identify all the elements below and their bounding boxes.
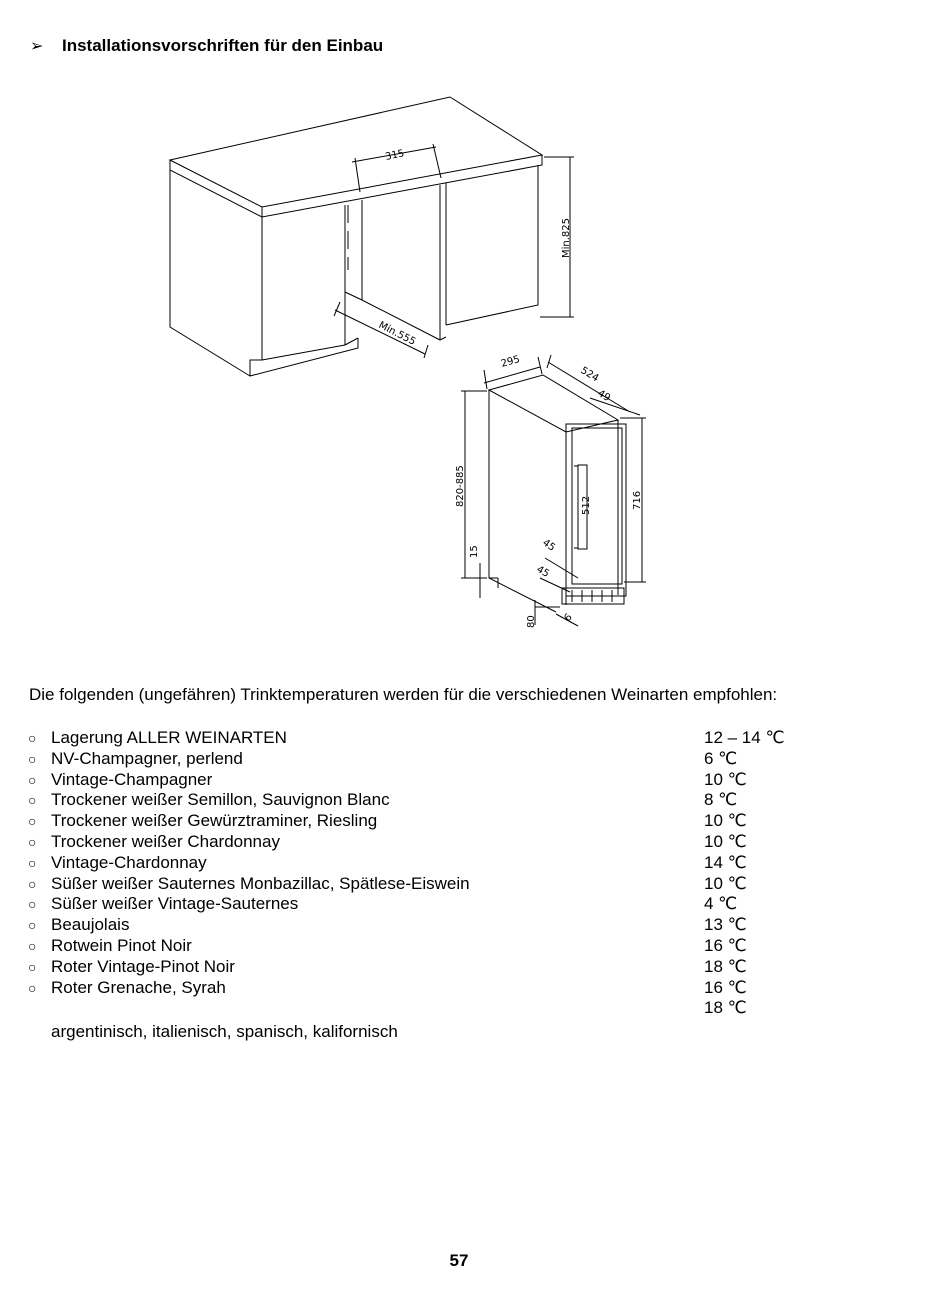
- circle-bullet-icon: ○: [28, 937, 37, 954]
- dim-15: 15: [469, 545, 480, 558]
- cabinet-drawing: [170, 97, 574, 376]
- dim-512: 512: [581, 495, 592, 515]
- list-item: [28, 811, 828, 832]
- wine-temperature: 10 ℃: [704, 769, 747, 789]
- wine-name: Süßer weißer Sauternes Monbazillac, Spätlese-Eiswein: [51, 873, 470, 893]
- list-item: [28, 832, 828, 853]
- circle-bullet-icon: ○: [28, 730, 37, 746]
- wine-origin-line: argentinisch, italienisch, spanisch, kalifornisch: [51, 1022, 398, 1041]
- list-item: [28, 915, 828, 936]
- wine-name: NV-Champagner, perlend: [51, 748, 243, 768]
- page-number: 57: [449, 1251, 469, 1270]
- wine-temperature: 16 ℃: [704, 935, 747, 955]
- dim-716: 716: [632, 490, 643, 510]
- dim-524: 524: [578, 365, 601, 385]
- list-item: [28, 957, 828, 978]
- heading-text: Installationsvorschriften für den Einbau: [62, 36, 384, 55]
- circle-bullet-icon: ○: [28, 854, 37, 871]
- wine-temperature: 4 ℃: [704, 894, 738, 914]
- list-item: [28, 790, 828, 811]
- dim-min-555: Min.555: [376, 319, 418, 348]
- dim-45-b: 45: [534, 564, 552, 580]
- circle-bullet-icon: ○: [28, 896, 37, 913]
- list-item: [28, 874, 828, 895]
- wine-temperature: 8 ℃: [704, 790, 738, 810]
- wine-name: Roter Vintage-Pinot Noir: [51, 956, 235, 976]
- dim-820-885: 820-885: [455, 465, 466, 507]
- circle-bullet-icon: ○: [28, 979, 37, 996]
- dim-80: 80: [526, 615, 537, 628]
- circle-bullet-icon: ○: [28, 875, 37, 892]
- list-item: [28, 770, 828, 791]
- circle-bullet-icon: ○: [28, 958, 37, 975]
- wine-name: Trockener weißer Chardonnay: [51, 831, 280, 851]
- wine-temperature-list: [28, 728, 828, 1019]
- dim-295: 295: [499, 354, 522, 370]
- arrowhead-bullet-icon: ➢: [30, 38, 44, 55]
- dim-min-825: Min.825: [561, 217, 572, 258]
- wine-name: Lagerung ALLER WEINARTEN: [51, 728, 287, 747]
- circle-bullet-icon: ○: [28, 771, 37, 788]
- list-item: [28, 853, 828, 874]
- wine-temperature: 16 ℃: [704, 977, 747, 997]
- appliance-drawing: [461, 355, 646, 626]
- dim-315: 315: [384, 148, 406, 163]
- dim-49: 49: [595, 388, 613, 405]
- wine-temperature: 12 – 14 ℃: [704, 728, 785, 747]
- wine-name: Trockener weißer Semillon, Sauvignon Blanc: [51, 790, 390, 810]
- wine-name: Vintage-Champagner: [51, 769, 213, 789]
- wine-name: Trockener weißer Gewürztraminer, Riesling: [51, 811, 378, 831]
- dim-45-a: 45: [540, 537, 558, 554]
- list-item: [28, 894, 828, 915]
- wine-name: Roter Grenache, Syrah: [51, 977, 226, 997]
- wine-temperature: 13 ℃: [704, 915, 747, 935]
- wine-name: Rotwein Pinot Noir: [51, 935, 192, 955]
- intro-text: Die folgenden (ungefähren) Trinktemperaturen werden für die verschiedenen Weinarten empfohlen:: [29, 685, 778, 704]
- circle-bullet-icon: ○: [28, 833, 37, 850]
- list-item: [28, 998, 828, 1019]
- circle-bullet-icon: ○: [28, 792, 37, 809]
- wine-name: Beaujolais: [51, 915, 130, 935]
- circle-bullet-icon: ○: [28, 917, 37, 934]
- circle-bullet-icon: ○: [28, 813, 37, 830]
- wine-temperature: 18 ℃: [704, 998, 747, 1018]
- circle-bullet-icon: ○: [28, 750, 37, 767]
- dim-6: 6: [562, 611, 575, 625]
- wine-temperature: 18 ℃: [704, 956, 747, 976]
- list-item: [28, 936, 828, 957]
- list-item: [28, 978, 828, 999]
- wine-temperature: 14 ℃: [704, 852, 747, 872]
- list-item: [28, 749, 828, 770]
- wine-name: Süßer weißer Vintage-Sauternes: [51, 894, 299, 914]
- wine-temperature: 10 ℃: [704, 873, 747, 893]
- list-item: [28, 728, 828, 749]
- wine-temperature: 10 ℃: [704, 831, 747, 851]
- wine-name: Vintage-Chardonnay: [51, 852, 207, 872]
- wine-temperature: 10 ℃: [704, 811, 747, 831]
- wine-temperature: 6 ℃: [704, 748, 738, 768]
